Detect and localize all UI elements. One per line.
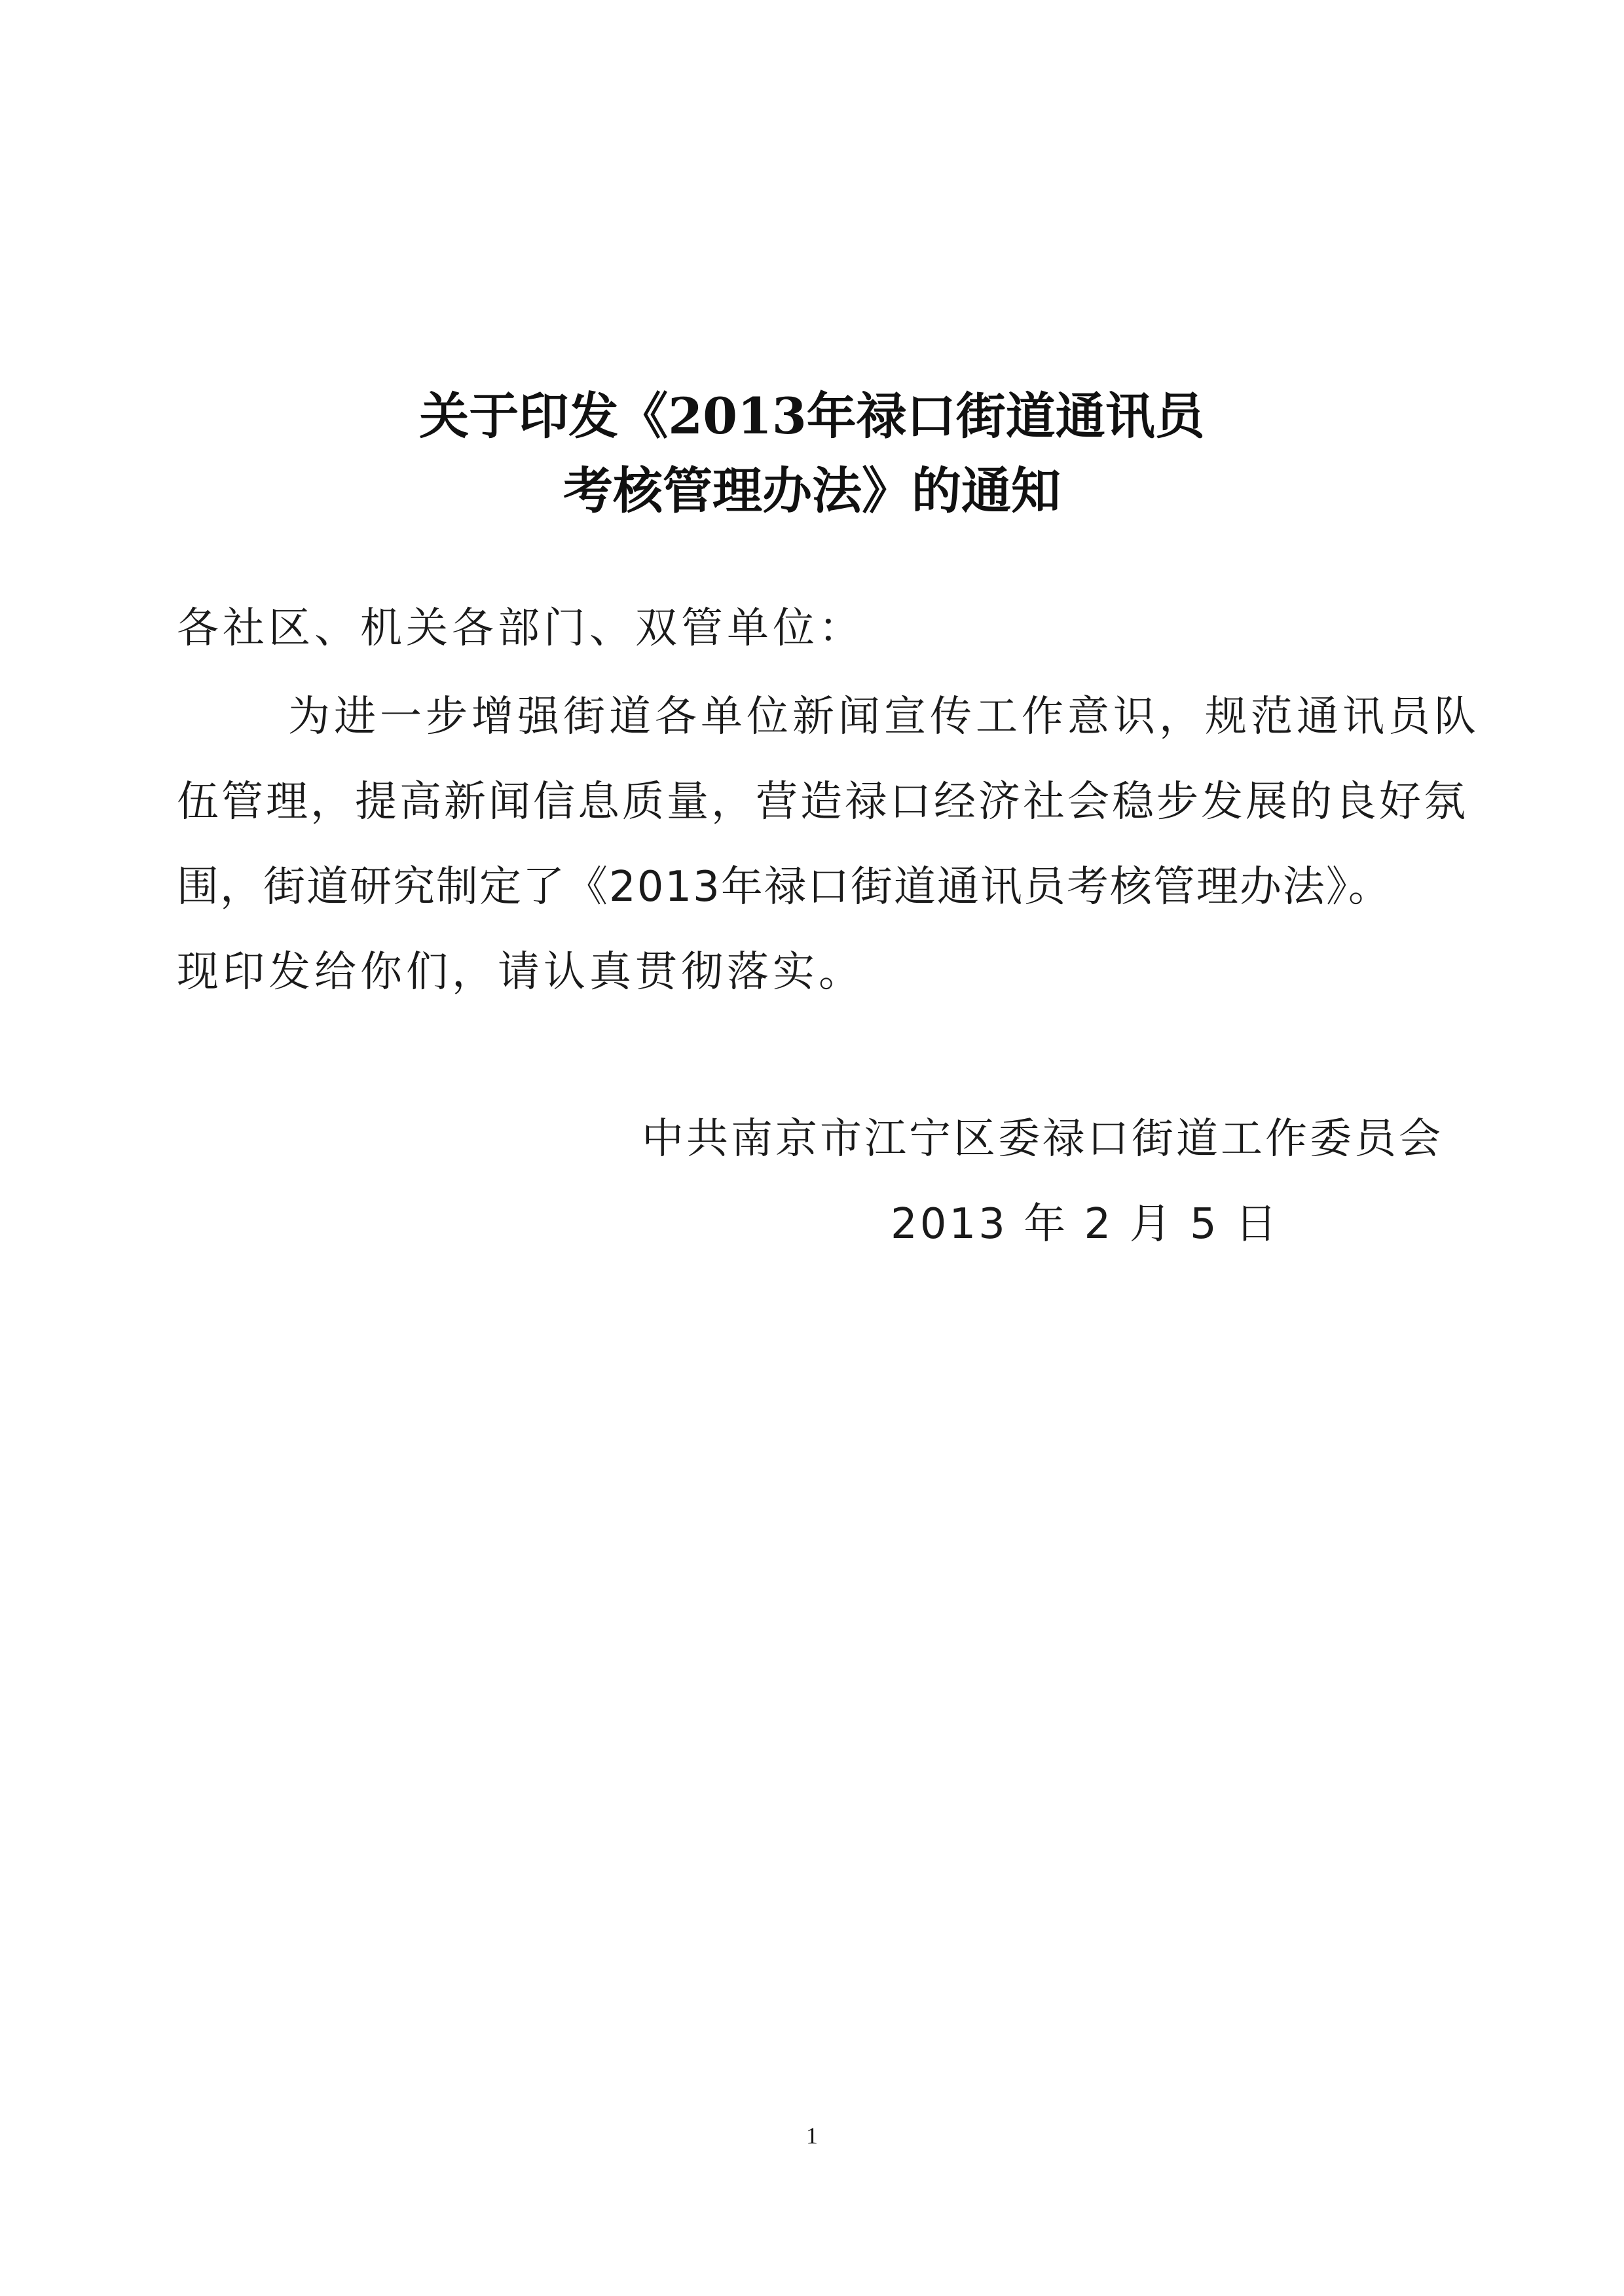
signature-date: 2013 年 2 月 5 日 [891,1200,1280,1248]
signature-organization: 中共南京市江宁区委禄口街道工作委员会 [642,1115,1443,1163]
paragraph-line: 为进一步增强街道各单位新闻宣传工作意识，规范通讯员队 [288,693,1480,741]
document-title-line-2: 考核管理办法》的通知 [563,462,1061,520]
page-number: 1 [806,2123,818,2149]
paragraph-line: 现印发给你们，请认真贯彻落实。 [177,948,864,996]
paragraph-line: 围，街道研究制定了《2013年禄口街道通讯员考核管理办法》。 [177,863,1392,911]
document-title-line-1: 关于印发《2013年禄口街道通讯员 [419,387,1205,445]
paragraph-line: 伍管理，提高新闻信息质量，营造禄口经济社会稳步发展的良好氛 [177,778,1468,826]
salutation: 各社区、机关各部门、双管单位： [177,604,864,653]
